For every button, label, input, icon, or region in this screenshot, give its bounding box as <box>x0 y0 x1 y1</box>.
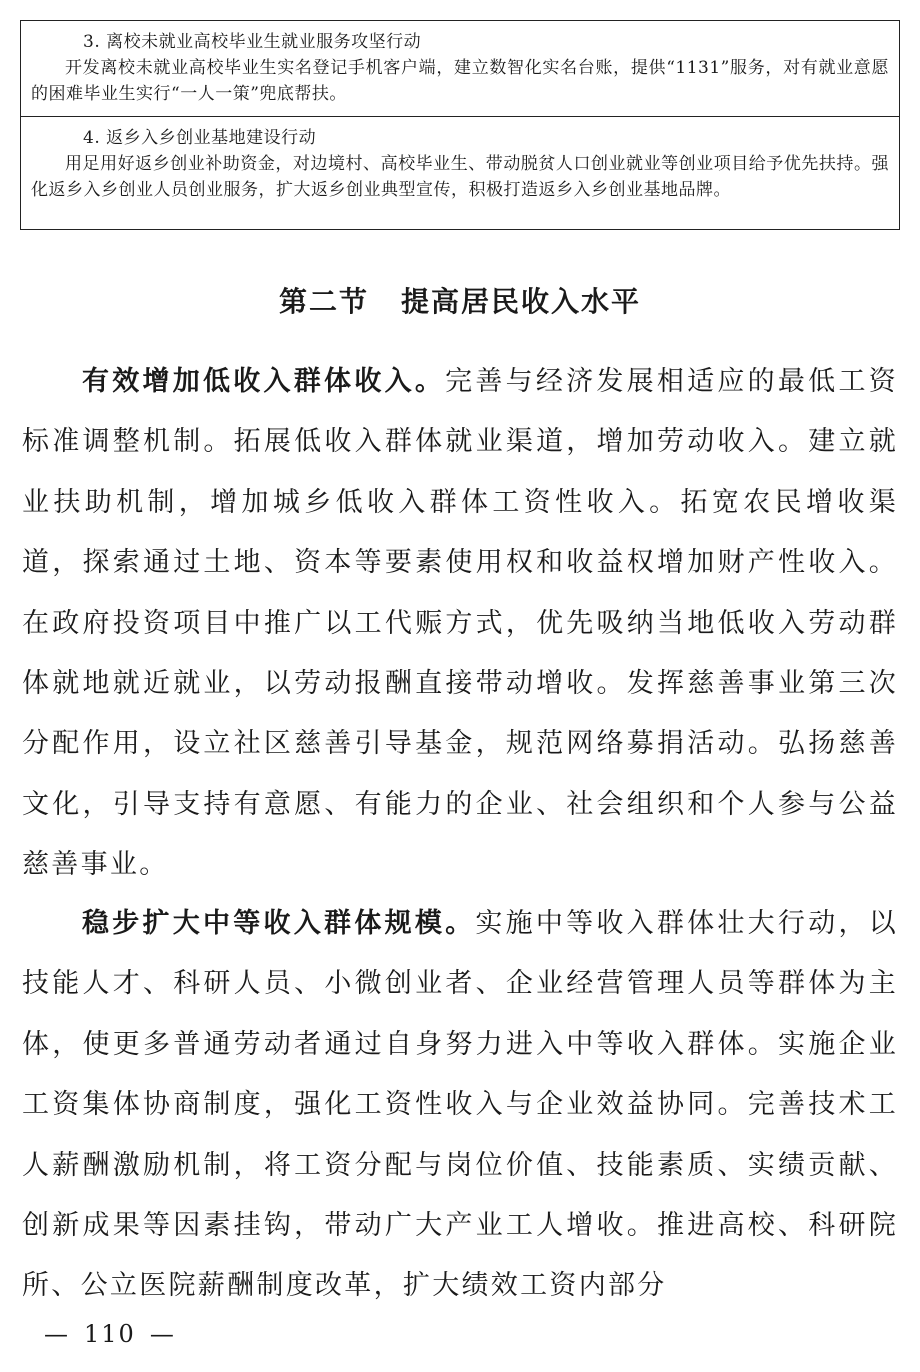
paragraph-text: 完善与经济发展相适应的最低工资标准调整机制。拓展低收入群体就业渠道，增加劳动收入。建立就业扶助机制，增加城乡低收入群体工资性收入。拓宽农民增收渠道，探索通过土地、资本等要素使用权和收益权增加财产性收入。在政府投资项目中推广以工代赈方式，优先吸纳当地低收入劳动群体就地就近就业，以劳动报酬直接带动增收。发挥慈善事业第三次分配作用，设立社区慈善引导基金，规范网络募捐活动。弘扬慈善文化，引导支持有意愿、有能力的企业、社会组织和个人参与公益慈善事业。 <box>22 366 898 881</box>
action-item-body: 开发离校未就业高校毕业生实名登记手机客户端，建立数智化实名台账，提供“1131”服务，对有就业意愿的困难毕业生实行“一人一策”兜底帮扶。 <box>31 58 889 104</box>
action-item-body: 用足用好返乡创业补助资金，对边境村、高校毕业生、带动脱贫人口创业就业等创业项目给予优先扶持。强化返乡入乡创业人员创业服务，扩大返乡创业典型宣传，积极打造返乡入乡创业基地品牌。 <box>31 154 889 200</box>
page-number-value: 110 <box>84 1320 136 1348</box>
body-paragraph <box>22 894 898 1317</box>
action-item-title: 3. 离校未就业高校毕业生就业服务攻坚行动 <box>83 32 422 52</box>
paragraph-text: 实施中等收入群体壮大行动，以技能人才、科研人员、小微创业者、企业经营管理人员等群体为主体，使更多普通劳动者通过自身努力进入中等收入群体。实施企业工资集体协商制度，强化工资性收入与企业效益协同。完善技术工人薪酬激励机制，将工资分配与岗位价值、技能素质、实绩贡献、创新成果等因素挂钩，带动广大产业工人增收。推进高校、科研院所、公立医院薪酬制度改革，扩大绩效工资内部分 <box>22 908 899 1302</box>
page-dash-right: — <box>149 1320 176 1348</box>
body-paragraph <box>22 352 898 896</box>
action-box-item-4 <box>20 116 900 230</box>
paragraph-lead: 有效增加低收入群体收入。 <box>82 366 446 397</box>
section-heading <box>0 280 920 320</box>
section-title: 提高居民收入水平 <box>401 285 642 318</box>
action-box-item-3 <box>20 20 900 116</box>
paragraph-lead: 稳步扩大中等收入群体规模。 <box>82 908 476 939</box>
section-number: 第二节 <box>278 285 369 318</box>
action-item-title: 4. 返乡入乡创业基地建设行动 <box>83 128 317 148</box>
page-dash-left: — <box>44 1320 70 1348</box>
page-number <box>30 1320 190 1348</box>
